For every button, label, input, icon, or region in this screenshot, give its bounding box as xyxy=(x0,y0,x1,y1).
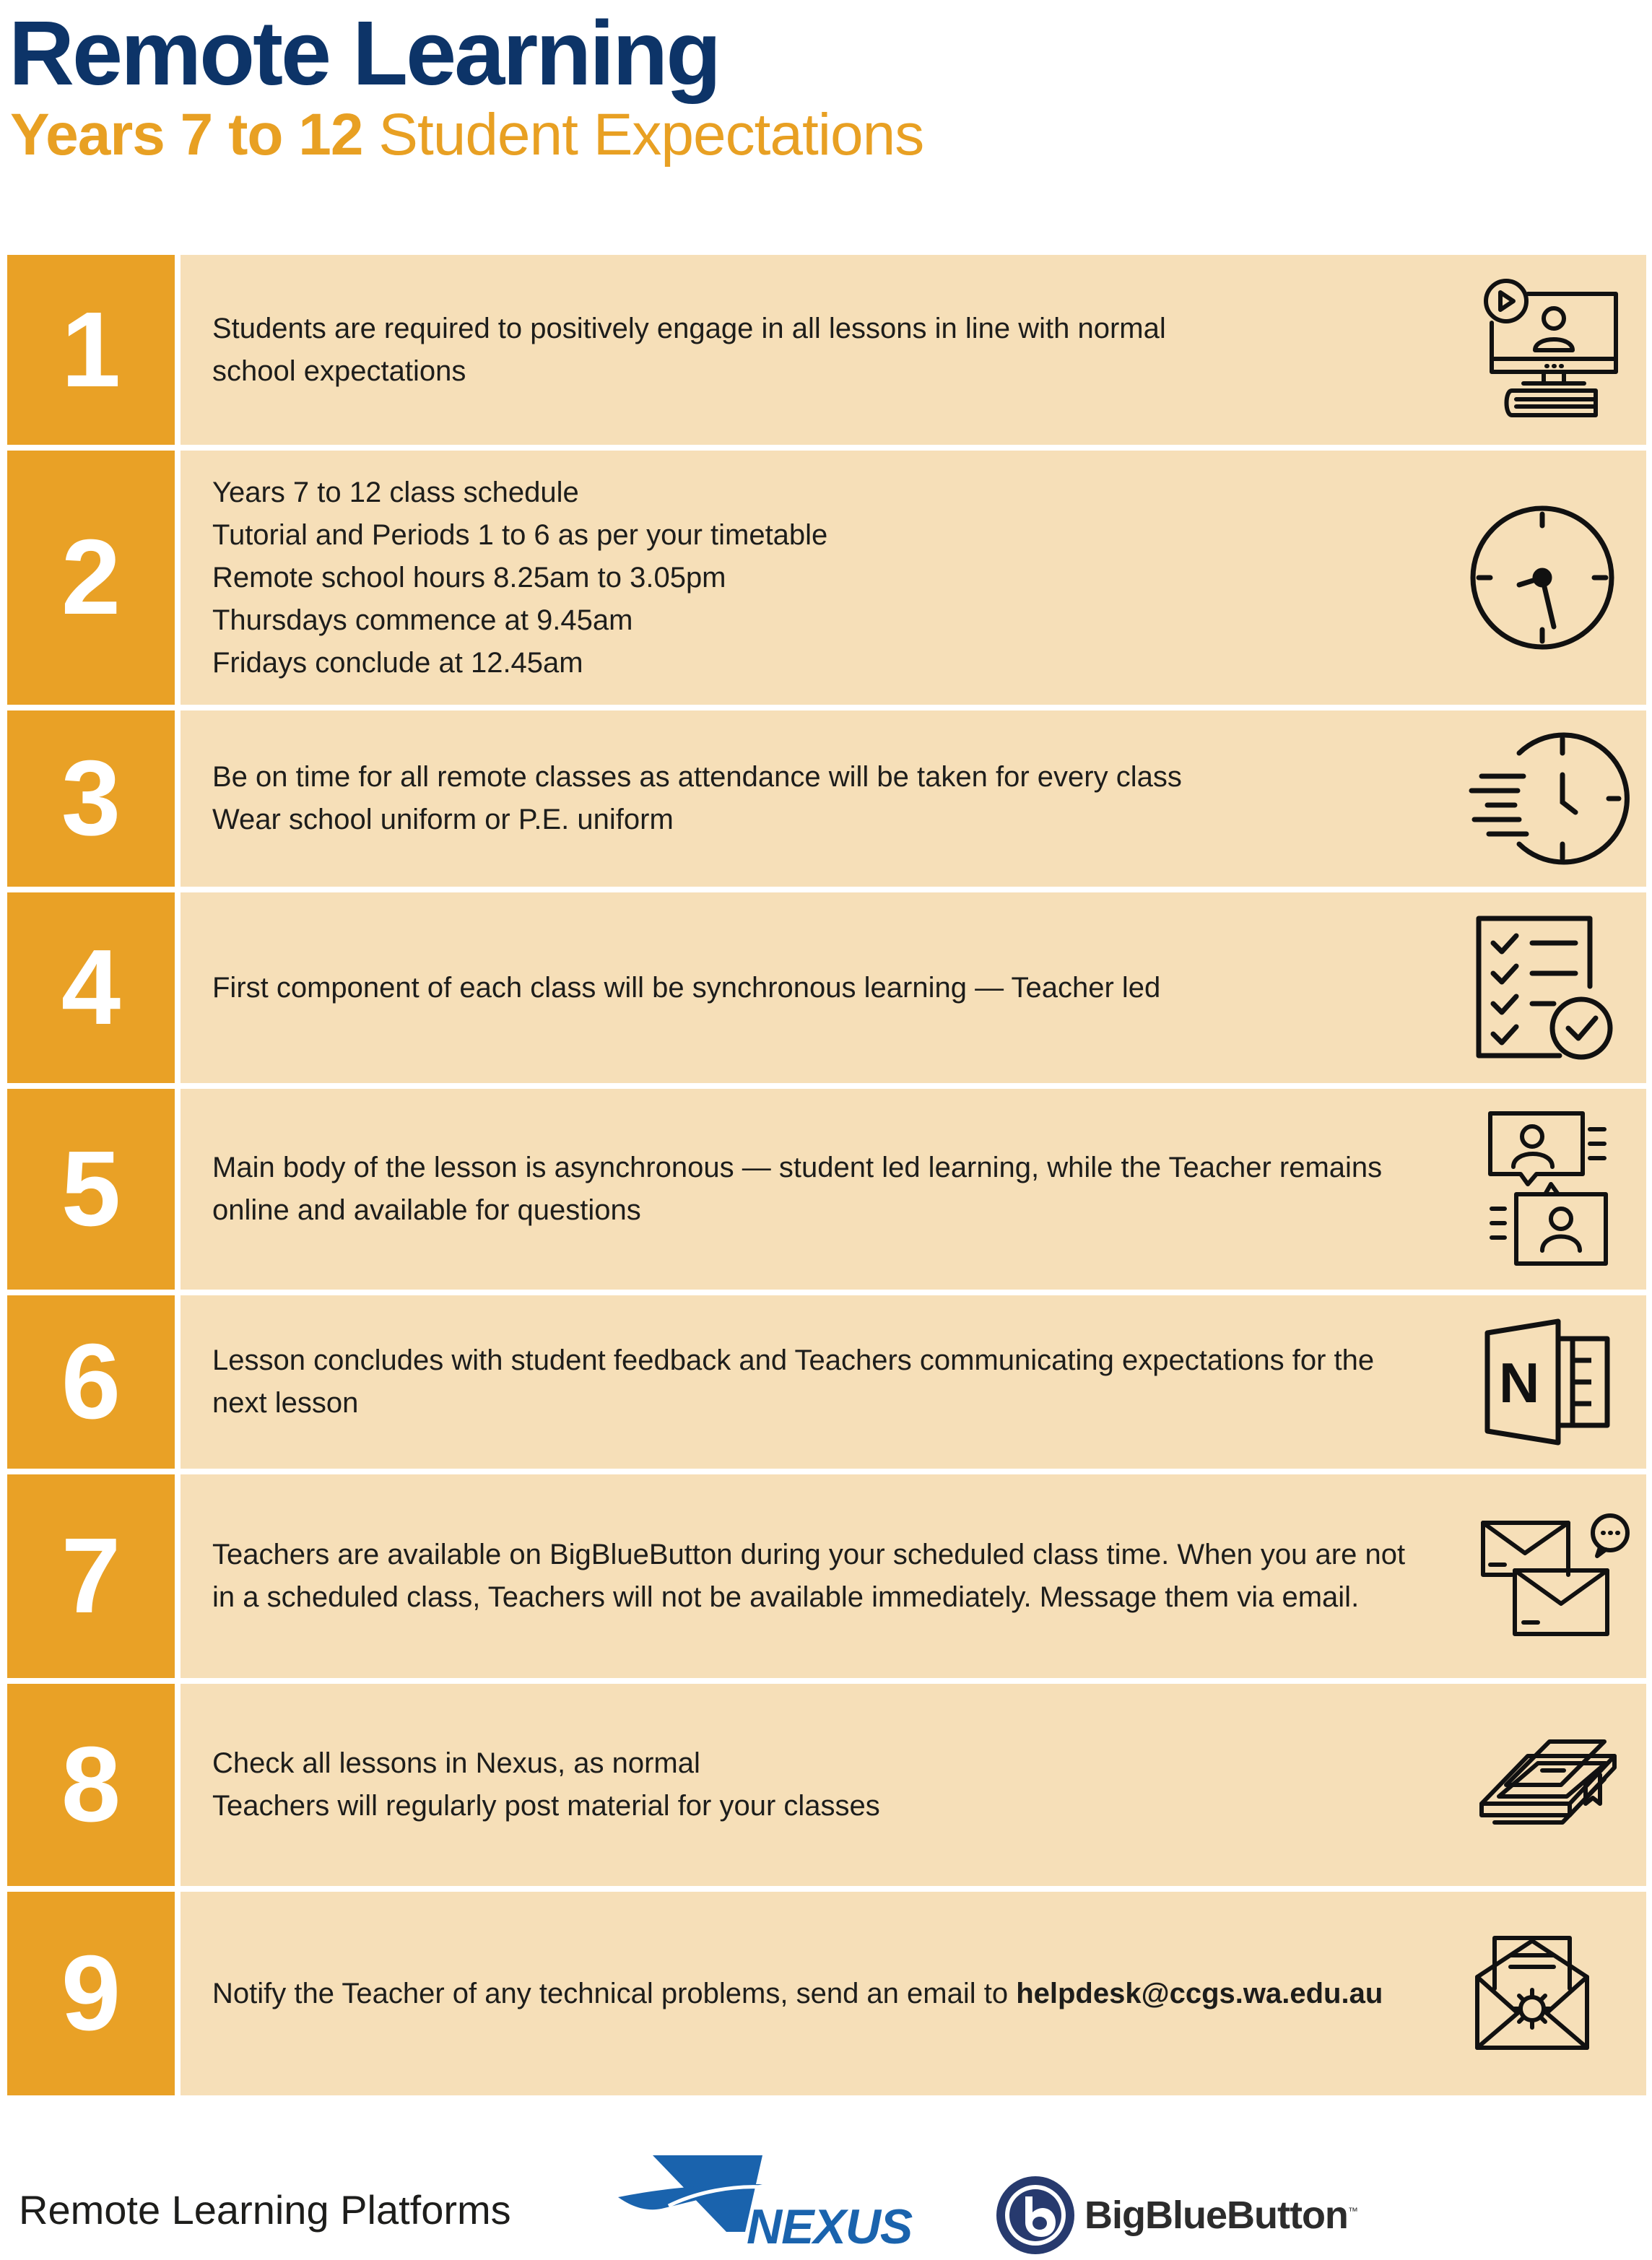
subtitle-years: Years 7 to 12 xyxy=(10,102,363,168)
expectation-row-3 xyxy=(7,710,1646,887)
onenote-icon xyxy=(1483,1317,1612,1447)
expectation-line: Students are required to positively engage in all lessons in line with normal xyxy=(212,312,1166,344)
fast-clock-icon xyxy=(1467,731,1630,866)
expectation-line: school expectations xyxy=(212,355,466,387)
nexus-wordmark: NEXUS xyxy=(747,2199,913,2254)
expectation-content xyxy=(181,1684,1646,1886)
expectation-text xyxy=(181,1147,1411,1232)
expectation-number: 1 xyxy=(7,255,181,445)
expectation-line-prefix: Notify the Teacher of any technical problems, send an email to xyxy=(212,1977,1017,2009)
expectation-number: 6 xyxy=(7,1295,181,1469)
books-icon xyxy=(1477,1734,1622,1835)
expectation-number: 7 xyxy=(7,1474,181,1678)
expectation-row-6 xyxy=(7,1295,1646,1469)
page-title: Remote Learning xyxy=(9,2,720,104)
expectation-content xyxy=(181,451,1646,705)
expectation-line: Teachers are available on BigBlueButton during your scheduled class time. When you are not xyxy=(212,1539,1406,1570)
expectation-line: Be on time for all remote classes as attendance will be taken for every class xyxy=(212,761,1182,793)
expectation-content xyxy=(181,710,1646,887)
bigbluebutton-logo xyxy=(995,2175,1357,2256)
expectation-line: Lesson concludes with student feedback and Teachers communicating expectations for the xyxy=(212,1344,1375,1376)
expectation-line: Thursdays commence at 9.45am xyxy=(212,604,633,636)
expectation-content xyxy=(181,1474,1646,1678)
expectation-number: 5 xyxy=(7,1089,181,1290)
expectation-text xyxy=(181,1742,1411,1827)
expectation-number: 3 xyxy=(7,710,181,887)
page-subtitle xyxy=(10,95,923,175)
expectation-row-2 xyxy=(7,451,1646,705)
expectation-line: Main body of the lesson is asynchronous — student led learning, while the Teacher remains xyxy=(212,1152,1383,1183)
expectation-line: Years 7 to 12 class schedule xyxy=(212,476,579,508)
bigbluebutton-name: BigBlueButton xyxy=(1084,2194,1348,2237)
email-messages-icon xyxy=(1479,1513,1630,1640)
expectation-row-8 xyxy=(7,1684,1646,1886)
helpdesk-email: helpdesk@ccgs.wa.edu.au xyxy=(1016,1977,1383,2009)
expectation-line xyxy=(212,1973,1411,2015)
expectation-text xyxy=(181,1973,1411,2015)
expectation-content xyxy=(181,1089,1646,1290)
chat-users-icon xyxy=(1486,1109,1610,1269)
expectation-number: 2 xyxy=(7,451,181,705)
trademark-symbol: ™ xyxy=(1347,2205,1357,2217)
expectation-line: Remote school hours 8.25am to 3.05pm xyxy=(212,561,726,594)
expectation-content xyxy=(181,255,1646,445)
expectation-line: Fridays conclude at 12.45am xyxy=(212,646,583,679)
clock-icon xyxy=(1469,504,1616,651)
expectation-content xyxy=(181,892,1646,1083)
expectation-text xyxy=(181,1339,1411,1425)
expectation-line: First component of each class will be synchronous learning — Teacher led xyxy=(212,971,1161,1004)
checklist-icon xyxy=(1474,914,1616,1061)
platforms-label: Remote Learning Platforms xyxy=(19,2187,511,2233)
expectation-text xyxy=(181,756,1411,841)
computer-video-icon xyxy=(1482,278,1619,422)
expectation-row-9 xyxy=(7,1892,1646,2095)
expectation-number: 8 xyxy=(7,1684,181,1886)
subtitle-expectations: Student Expectations xyxy=(378,102,924,168)
expectation-content xyxy=(181,1295,1646,1469)
expectation-text xyxy=(181,471,1411,684)
expectation-row-1 xyxy=(7,255,1646,445)
expectation-line: Check all lessons in Nexus, as normal xyxy=(212,1747,700,1779)
expectation-number: 4 xyxy=(7,892,181,1083)
expectation-line: Teachers will regularly post material for your classes xyxy=(212,1790,880,1822)
envelope-gear-icon xyxy=(1473,1934,1591,2053)
bigbluebutton-wordmark xyxy=(1084,2193,1357,2238)
expectation-text xyxy=(181,967,1411,1009)
expectation-text xyxy=(181,1534,1411,1619)
expectation-line: next lesson xyxy=(212,1387,359,1419)
svg-text:N: N xyxy=(1499,1351,1540,1414)
bigbluebutton-icon xyxy=(995,2175,1076,2256)
expectation-line: Tutorial and Periods 1 to 6 as per your timetable xyxy=(212,518,828,551)
expectations-list xyxy=(7,255,1646,2101)
nexus-logo xyxy=(618,2155,913,2260)
expectation-row-5 xyxy=(7,1089,1646,1290)
expectation-line: Wear school uniform or P.E. uniform xyxy=(212,804,674,835)
expectation-line: online and available for questions xyxy=(212,1194,641,1226)
expectation-line: in a scheduled class, Teachers will not be available immediately. Message them via email. xyxy=(212,1581,1360,1613)
expectation-row-7 xyxy=(7,1474,1646,1678)
expectation-row-4 xyxy=(7,892,1646,1083)
expectation-number: 9 xyxy=(7,1892,181,2095)
expectation-text xyxy=(181,308,1411,393)
expectation-content xyxy=(181,1892,1646,2095)
